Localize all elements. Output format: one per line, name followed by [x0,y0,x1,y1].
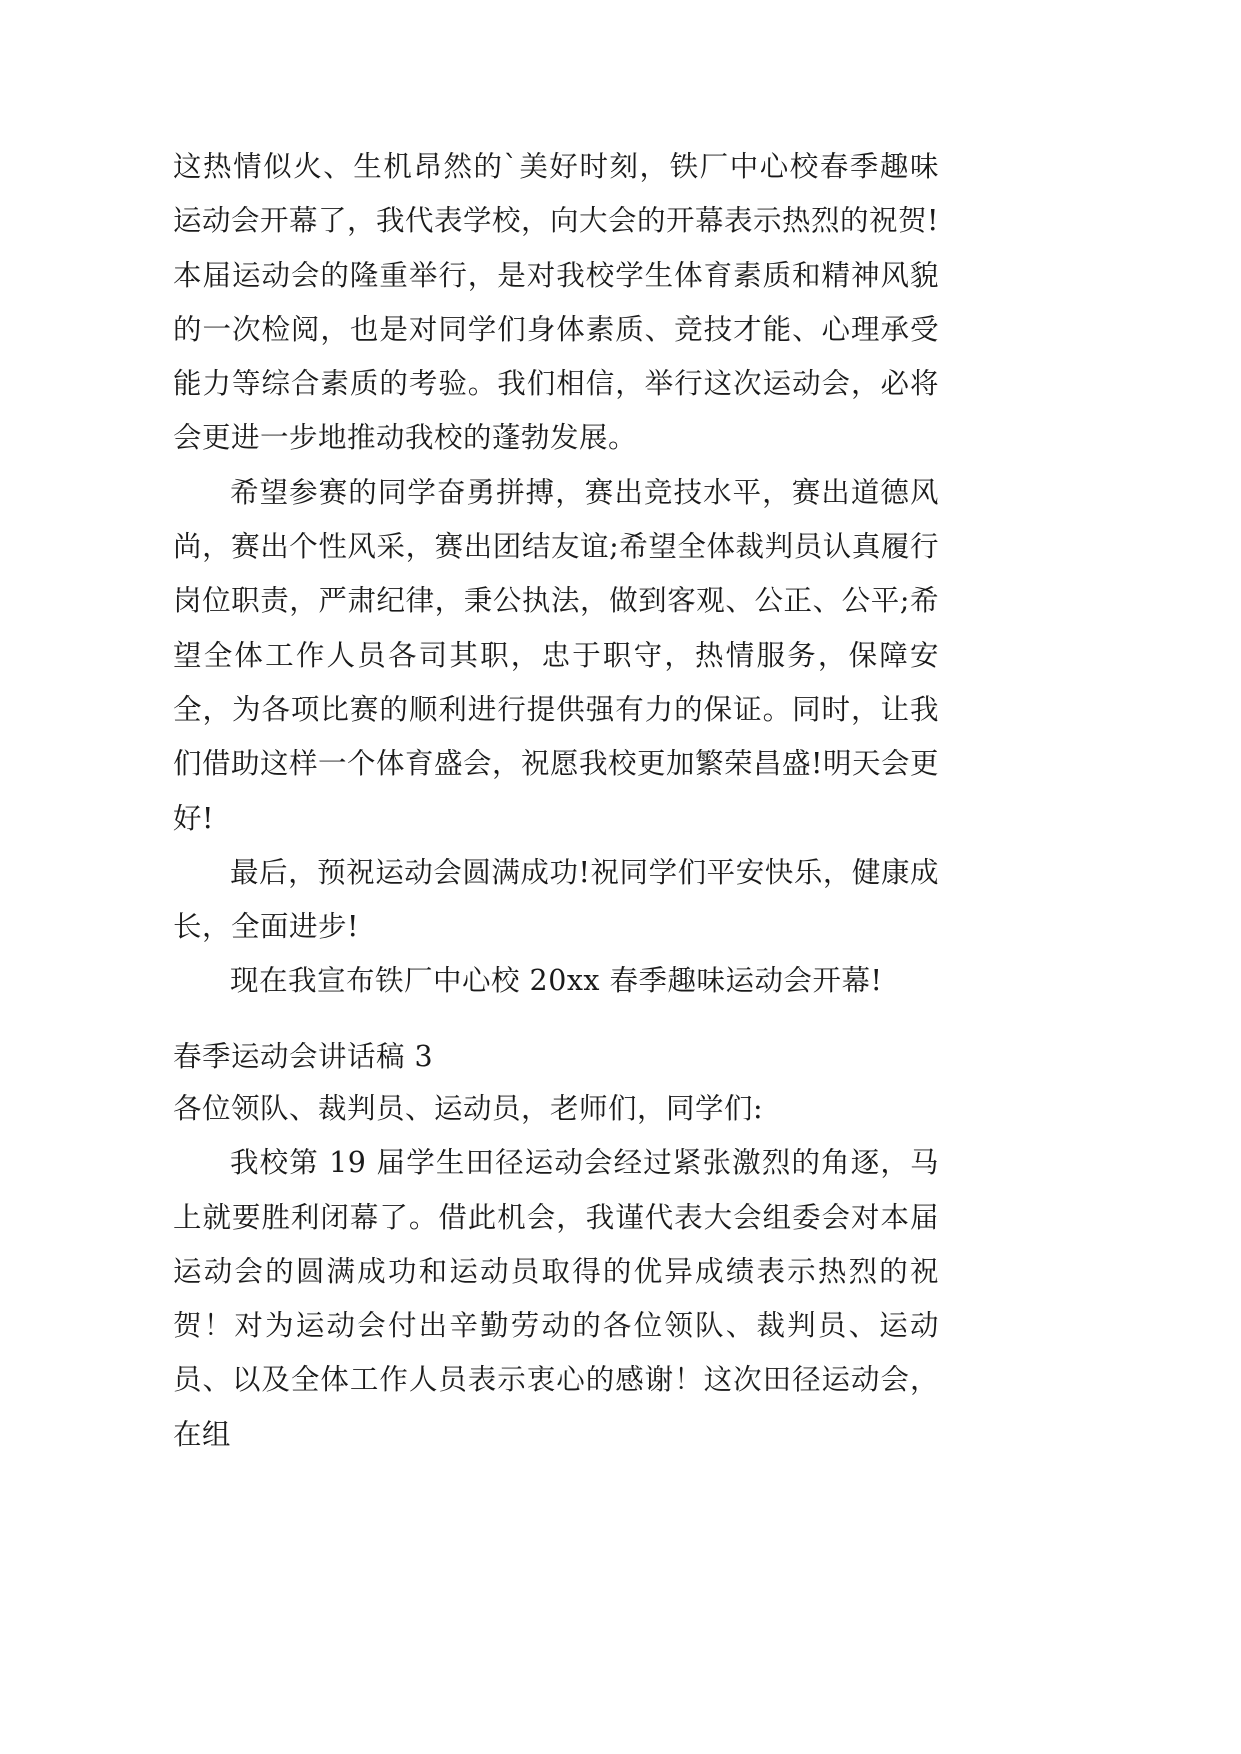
paragraph-closing-wish: 最后，预祝运动会圆满成功!祝同学们平安快乐，健康成长，全面进步! [173,855,939,944]
document-body [173,140,939,1009]
section-title: 春季运动会讲话稿 3 [173,1040,434,1073]
paragraph-declaration: 现在我宣布铁厂中心校 20xx 春季趣味运动会开幕! [230,964,883,998]
paragraph-opening: 这热情似火、生机昂然的`美好时刻，铁厂中心校春季趣味运动会开幕了，我代表学校，向大会的开幕表示热烈的祝贺!本届运动会的隆重举行，是对我校学生体育素质和精神风貌的一次检阅，也是对同学们身体素质、竞技才能、心理承受能力等综合素质的考验。我们相信，举行这次运动会，必将会更进一步地推动我校的蓬勃发展。 [173,150,939,455]
speech-three-body [173,1082,939,1462]
paragraph-closing-speech: 我校第 19 届学生田径运动会经过紧张激烈的角逐，马上就要胜利闭幕了。借此机会，我谨代表大会组委会对本届运动会的圆满成功和运动员取得的优异成绩表示热烈的祝贺！对为运动会付出辛勤劳动的各位领队、裁判员、运动员、以及全体工作人员表示衷心的感谢！这次田径运动会，在组 [173,1146,939,1451]
salutation: 各位领队、裁判员、运动员，老师们，同学们: [173,1092,764,1125]
paragraph-wishes: 希望参赛的同学奋勇拼搏，赛出竞技水平，赛出道德风尚，赛出个性风采，赛出团结友谊;希望全体裁判员认真履行岗位职责，严肃纪律，秉公执法，做到客观、公正、公平;希望全体工作人员各司其职，忠于职守，热情服务，保障安全，为各项比赛的顺利进行提供强有力的保证。同时，让我们借助这样一个体育盛会，祝愿我校更加繁荣昌盛!明天会更好! [173,475,939,835]
